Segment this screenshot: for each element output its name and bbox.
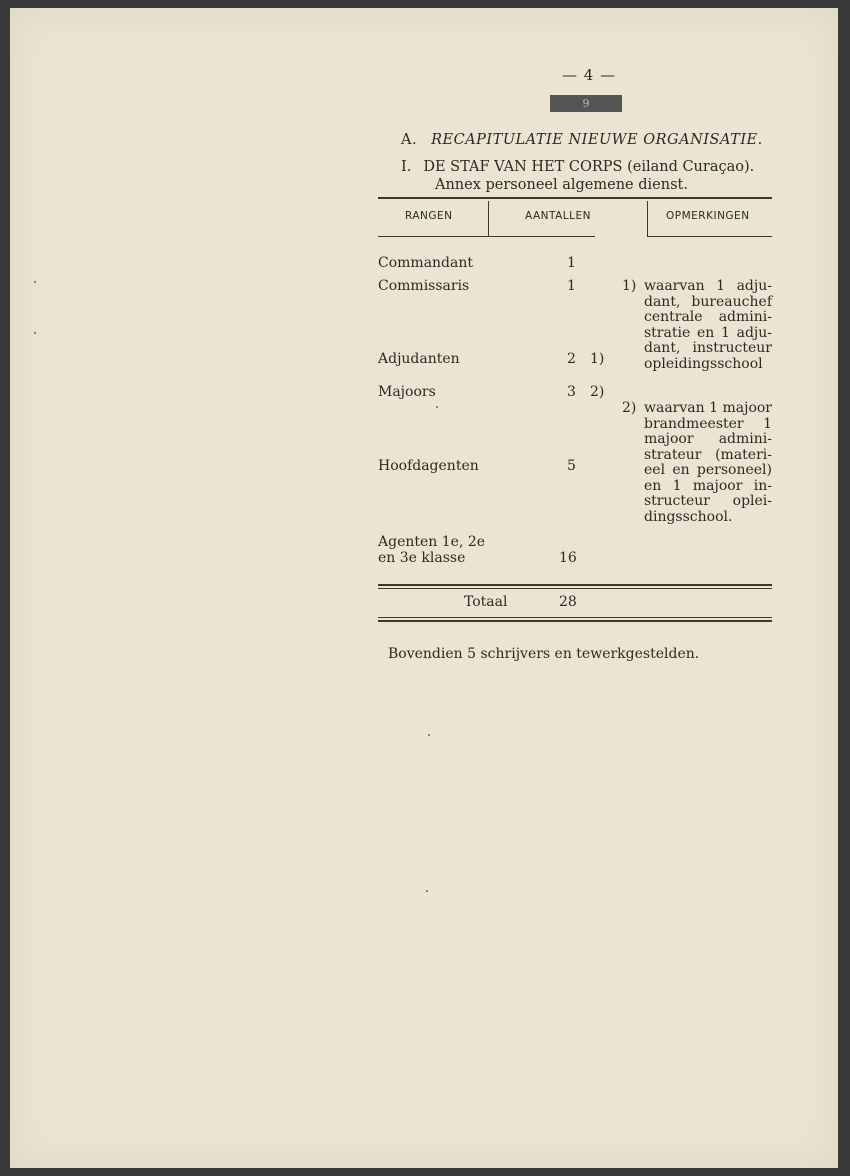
row-count: 5 bbox=[567, 458, 576, 474]
row-rank: Commissaris bbox=[378, 278, 470, 294]
paper-speck bbox=[436, 406, 438, 408]
row-rank-line2: en 3e klasse bbox=[378, 550, 466, 566]
remark-line: structeur oplei- bbox=[644, 493, 772, 509]
remark-text bbox=[644, 279, 772, 372]
total-top-rule bbox=[378, 584, 772, 586]
col-header-rangen: RANGEN bbox=[405, 210, 453, 222]
header-bottom-rule-3 bbox=[647, 236, 772, 237]
remark-line: en 1 majoor in- bbox=[644, 477, 772, 494]
remark-line: waarvan 1 adju- bbox=[644, 278, 772, 294]
remark-line: dant, bureauchef bbox=[644, 293, 772, 310]
row-count: 1 bbox=[567, 255, 576, 271]
paper-speck bbox=[426, 890, 428, 892]
row-rank-line1: Agenten 1e, 2e bbox=[378, 534, 486, 550]
paper-speck bbox=[428, 734, 430, 736]
section-i-label: I. bbox=[401, 159, 412, 175]
header-bottom-rule-2 bbox=[488, 236, 595, 237]
remark-line: opleidingsschool bbox=[644, 355, 763, 372]
col-divider-1 bbox=[488, 201, 489, 237]
col-header-opmerkingen: OPMERKINGEN bbox=[666, 210, 750, 222]
row-count: 2 bbox=[567, 351, 576, 367]
paper-speck bbox=[34, 281, 36, 283]
remark-line: centrale admini- bbox=[644, 309, 772, 325]
remark-marker: 2) bbox=[622, 400, 637, 416]
section-a-label: A. bbox=[401, 132, 418, 148]
table-top-rule bbox=[378, 197, 772, 199]
row-rank: Hoofdagenten bbox=[378, 458, 479, 474]
remark-text bbox=[644, 401, 772, 525]
total-value: 28 bbox=[559, 594, 577, 610]
row-rank: Majoors bbox=[378, 384, 436, 400]
total-label: Totaal bbox=[464, 594, 508, 610]
remark-line: strateur (materi- bbox=[644, 446, 772, 463]
remark-marker: 1) bbox=[622, 278, 637, 294]
header-bottom-rule-1 bbox=[378, 236, 488, 237]
remark-line: dant, instructeur bbox=[644, 340, 772, 356]
row-rank: Adjudanten bbox=[378, 351, 460, 367]
row-note-ref: 1) bbox=[590, 351, 605, 367]
total-top-rule-thin bbox=[378, 588, 772, 589]
section-i-line2: Annex personeel algemene dienst. bbox=[435, 177, 688, 193]
footer-note: Bovendien 5 schrijvers en tewerkgestelden. bbox=[388, 646, 700, 662]
section-a-heading bbox=[401, 132, 763, 148]
total-bottom-rule bbox=[378, 620, 772, 622]
remark-line: stratie en 1 adju- bbox=[644, 324, 772, 341]
remark-line: brandmeester 1 bbox=[644, 415, 772, 432]
section-a-title: RECAPITULATIE NIEUWE ORGANISATIE. bbox=[431, 132, 763, 148]
page-stamp: 9 bbox=[550, 95, 622, 112]
col-divider-2 bbox=[647, 201, 648, 237]
row-count: 1 bbox=[567, 278, 576, 294]
col-header-aantallen: AANTALLEN bbox=[525, 210, 591, 222]
row-count: 3 bbox=[567, 384, 576, 400]
row-rank: Commandant bbox=[378, 255, 474, 271]
total-bottom-rule-thin bbox=[378, 617, 772, 618]
document-page bbox=[10, 8, 838, 1168]
row-note-ref: 2) bbox=[590, 384, 605, 400]
paper-speck bbox=[34, 332, 36, 334]
section-i-heading bbox=[401, 158, 754, 194]
page-number: — 4 — bbox=[562, 66, 617, 84]
remark-line: waarvan 1 majoor bbox=[644, 400, 772, 416]
row-count: 16 bbox=[559, 550, 577, 566]
remark-line: majoor admini- bbox=[644, 431, 772, 447]
remark-line: eel en personeel) bbox=[644, 462, 772, 478]
section-i-line1: DE STAF VAN HET CORPS (eiland Curaçao). bbox=[423, 159, 755, 175]
remark-line: dingsschool. bbox=[644, 508, 733, 525]
